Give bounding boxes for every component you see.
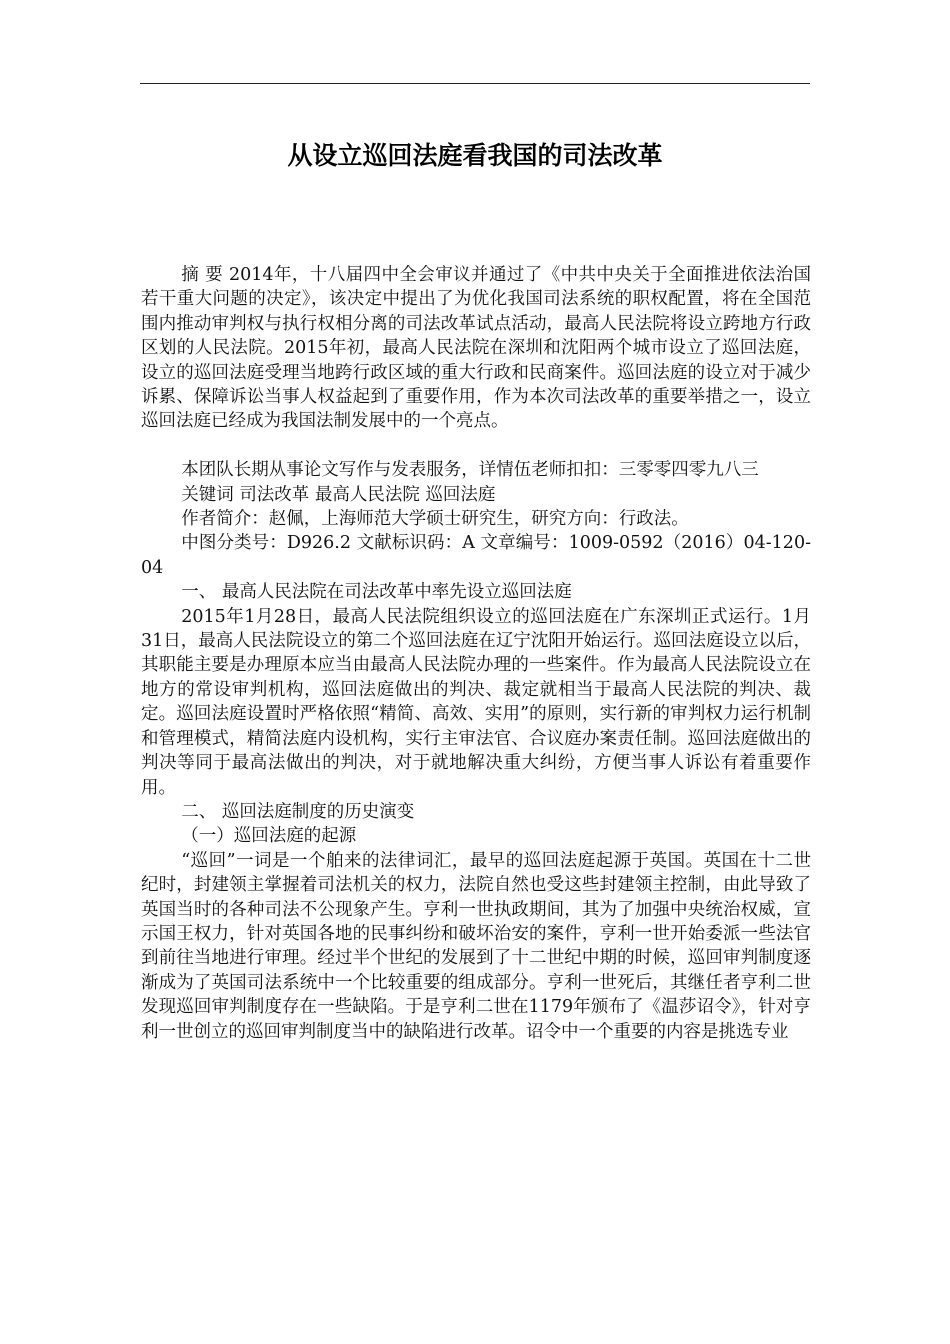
subsection-1-heading: （一）巡回法庭的起源	[181, 826, 357, 847]
service-note-paragraph: 本团队长期从事论文写作与发表服务，详情伍老师扣扣：三零零四零九八三	[181, 460, 759, 481]
paragraph-spacer	[141, 434, 811, 458]
abstract-paragraph: 摘 要 2014年，十八届四中全会审议并通过了《中共中央关于全面推进依法治国若干重大问题的决定》，该决定中提出了为优化我国司法系统的职权配置，将在全国范围内推动审判权与执行权相分离的司法改革试点活动，最高人民法院将设立跨地方行政区划的人民法院。2015年初，最高人民法院在深圳和沈阳两个城市设立了巡回法庭，设立的巡回法庭受理当地跨行政区域的重大行政和民商案件。巡回法庭的设立对于减少诉累、保障诉讼当事人权益起到了重要作用，作为本次司法改革的重要举措之一，设立巡回法庭已经成为我国法制发展中的一个亮点。	[141, 265, 811, 432]
classification-line: 中图分类号：D926.2 文献标识码：A 文章编号：1009-0592（2016）04-120-04	[141, 533, 811, 578]
section-1-heading: 一、 最高人民法院在司法改革中率先设立巡回法庭	[181, 582, 572, 603]
document-title: 从设立巡回法庭看我国的司法改革	[287, 141, 663, 170]
header-rule	[140, 83, 810, 84]
keywords-line: 关键词 司法改革 最高人民法院 巡回法庭	[181, 484, 496, 505]
section-2-heading: 二、 巡回法庭制度的历史演变	[181, 801, 415, 822]
subsection-1-paragraph: “巡回”一词是一个舶来的法律词汇，最早的巡回法庭起源于英国。英国在十二世纪时，封建领主掌握着司法机关的权力，法院自然也受这些封建领主控制，由此导致了英国当时的各种司法不公现象产生。亨利一世执政期间，其为了加强中央统治权威，宣示国王权力，针对英国各地的民事纠纷和破坏治安的案件，亨利一世开始委派一些法官到前往当地进行审理。经过半个世纪的发展到了十二世纪中期的时候，巡回审判制度逐渐成为了英国司法系统中一个比较重要的组成部分。亨利一世死后，其继任者亨利二世发现巡回审判制度存在一些缺陷。于是亨利二世在1179年颁布了《温莎诏令》，针对亨利一世创立的巡回审判制度当中的缺陷进行改革。诏令中一个重要的内容是挑选专业	[141, 850, 811, 1042]
section-1-paragraph: 2015年1月28日，最高人民法院组织设立的巡回法庭在广东深圳正式运行。1月31日，最高人民法院设立的第二个巡回法庭在辽宁沈阳开始运行。巡回法庭设立以后，其职能主要是办理原本应当由最高人民法院办理的一些案件。作为最高人民法院设立在地方的常设审判机构，巡回法庭做出的判决、裁定就相当于最高人民法院的判决、裁定。巡回法庭设置时严格依照“精简、高效、实用”的原则，实行新的审判权力运行机制和管理模式，精简法庭内设机构，实行主审法官、合议庭办案责任制。巡回法庭做出的判决等同于最高法做出的判决，对于就地解决重大纠纷，方便当事人诉讼有着重要作用。	[141, 606, 811, 798]
document-body	[141, 263, 811, 1044]
author-line: 作者简介：赵佩，上海师范大学硕士研究生，研究方向：行政法。	[181, 509, 689, 530]
